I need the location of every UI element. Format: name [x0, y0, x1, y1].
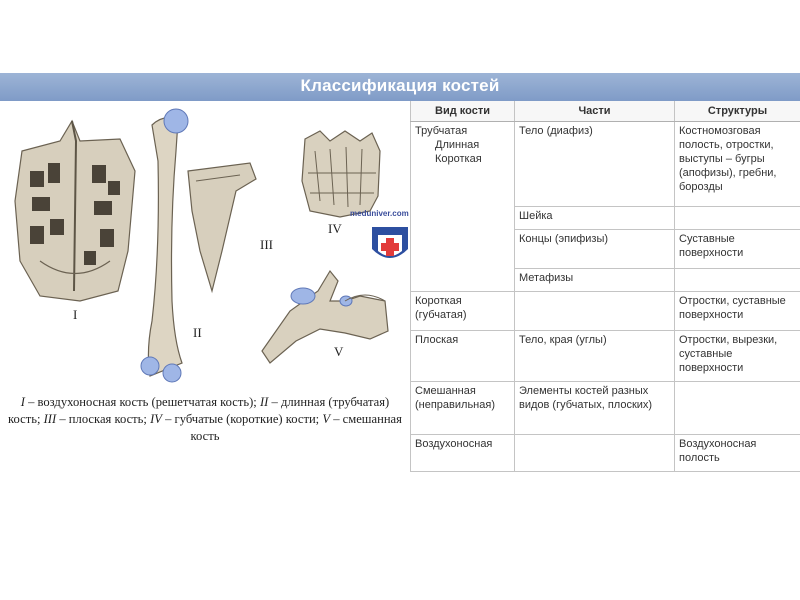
table-row [411, 292, 800, 331]
caption-text-3: – плоская кость; [56, 412, 151, 426]
cell-pneumatic-parts [515, 435, 675, 472]
header-parts: Части [515, 101, 675, 122]
cell-neck-structures [675, 207, 800, 230]
caption-num-3: III [43, 412, 57, 426]
caption-text-1: – воздухоносная кость (решетчатая кость); [24, 395, 260, 409]
caption-num-4: IV [150, 412, 162, 426]
cell-short-name: Короткая (губчатая) [411, 292, 515, 331]
table-row [411, 382, 800, 435]
caption-num-5: V [322, 412, 331, 426]
meduniver-logo-icon [372, 227, 408, 258]
label-V: V [334, 344, 344, 359]
bone-classification-table [410, 101, 800, 472]
tubular-long: Длинная [435, 139, 480, 151]
table-header-row [411, 101, 800, 122]
cell-mixed-name: Смешанная (неправильная) [411, 382, 515, 435]
tubular-name: Трубчатая [415, 125, 468, 137]
cell-tubular [411, 122, 515, 292]
figure-caption [4, 394, 406, 445]
cell-short-parts [515, 292, 675, 331]
caption-text-4: – губчатые (короткие) кости; [161, 412, 323, 426]
bones-figure [0, 101, 410, 391]
header-structures: Структуры [675, 101, 800, 122]
cell-mixed-parts: Элементы костей разных видов (губчатых, плоских) [515, 382, 675, 435]
cell-short-structures: Отростки, суставные поверхности [675, 292, 800, 331]
label-IV: IV [328, 221, 342, 236]
header-bone-type: Вид кости [411, 101, 515, 122]
humerus-illustration [141, 109, 188, 382]
cell-pneumatic-name: Воздухоносная [411, 435, 515, 472]
cell-ends: Концы (эпифизы) [515, 230, 675, 269]
cell-metaphyses: Метафизы [515, 269, 675, 292]
caption-text-5: – смешанная кость [190, 412, 402, 443]
vertebra-illustration [262, 271, 388, 363]
cell-neck: Шейка [515, 207, 675, 230]
bones-illustration [0, 101, 410, 391]
table-row [411, 122, 800, 207]
watermark: meduniver.com [350, 209, 409, 218]
foot-bones-illustration [302, 131, 380, 217]
cell-flat-name: Плоская [411, 331, 515, 382]
label-II: II [193, 325, 202, 340]
tubular-short: Короткая [435, 153, 482, 165]
ethmoid-bone-illustration [15, 121, 135, 301]
scapula-illustration [188, 163, 256, 291]
caption-text-2: – длинная (трубчатая) кость; [8, 395, 390, 426]
cell-pneumatic-structures: Воздухоносная полость [675, 435, 800, 472]
cell-flat-parts: Тело, края (углы) [515, 331, 675, 382]
label-III: III [260, 237, 273, 252]
table-row [411, 331, 800, 382]
page-title: Классификация костей [300, 76, 500, 95]
label-I: I [73, 307, 78, 322]
cell-tubular-body-structures: Костномозговая полость, отростки, выступы – бугры (апофизы), гребни, борозды [675, 122, 800, 207]
cell-ends-structures: Суставные поверхности [675, 230, 800, 269]
title-banner [0, 73, 800, 101]
cell-metaphyses-structures [675, 269, 800, 292]
caption-num-2: II [259, 395, 269, 409]
cell-tubular-body: Тело (диафиз) [515, 122, 675, 207]
cell-mixed-structures [675, 382, 800, 435]
table-row [411, 435, 800, 472]
cell-flat-structures: Отростки, вырезки, суставные поверхности [675, 331, 800, 382]
caption-num-1: I [20, 395, 25, 409]
